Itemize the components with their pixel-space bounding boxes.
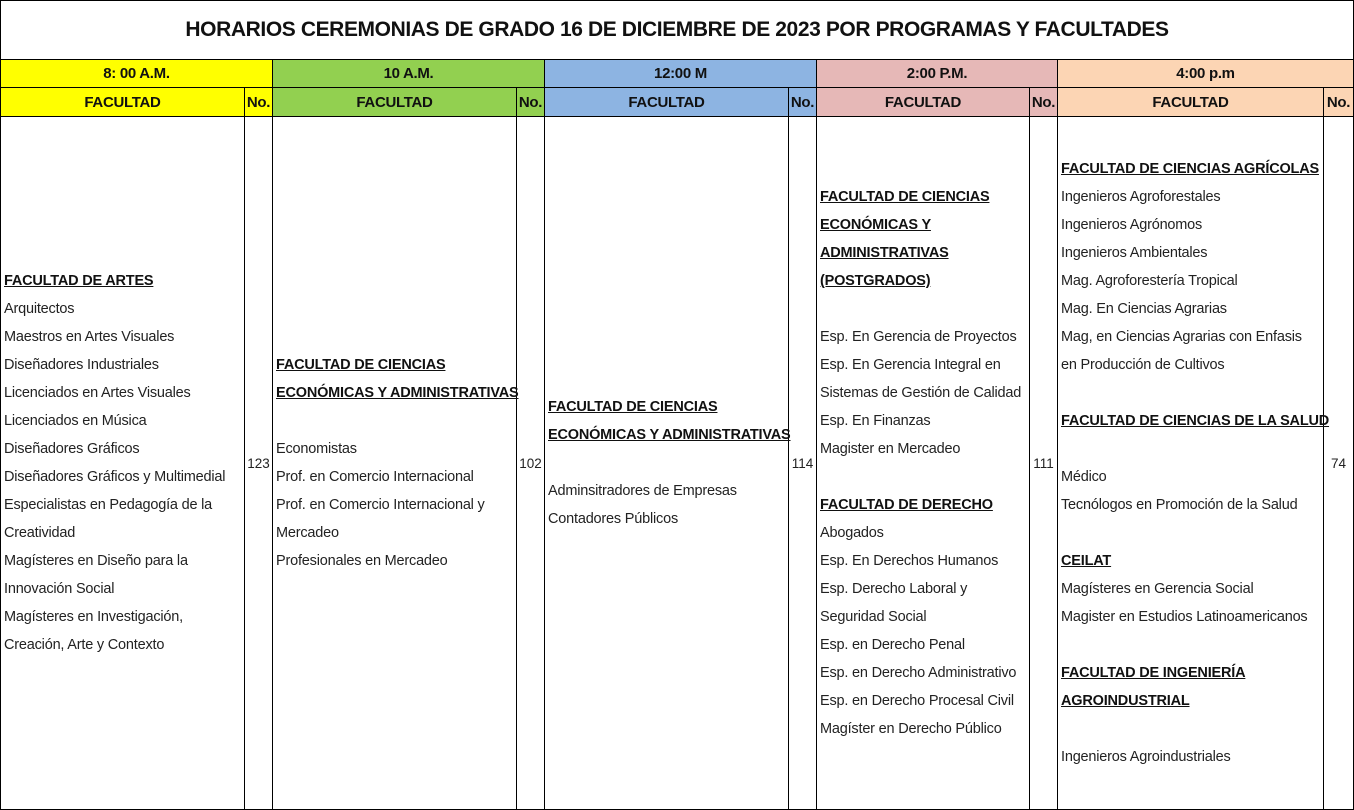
graduate-count-slot-3: 114	[789, 117, 817, 810]
spacer	[548, 449, 788, 477]
program-item: Sistemas de Gestión de Calidad	[820, 385, 1022, 401]
program-item: Ingenieros Agroforestales	[1061, 189, 1221, 205]
program-item: Médico	[1061, 469, 1107, 485]
program-item: Magísteres en Investigación,	[4, 609, 183, 625]
program-item: Innovación Social	[4, 581, 115, 597]
number-header-slot-1: No.	[245, 88, 273, 117]
schedule-grid	[0, 60, 1354, 810]
faculty-list-slot-1	[0, 117, 245, 810]
spacer	[1061, 435, 1323, 463]
time-header-slot-3: 12:00 M	[545, 60, 817, 88]
faculty-heading: AGROINDUSTRIAL	[1061, 693, 1190, 709]
faculty-heading: FACULTAD DE ARTES	[4, 273, 154, 289]
program-item: Contadores Públicos	[548, 511, 678, 527]
faculty-heading: FACULTAD DE CIENCIAS	[820, 189, 990, 205]
program-item: Creación, Arte y Contexto	[4, 637, 165, 653]
graduate-count-slot-4: 111	[1030, 117, 1058, 810]
program-item: en Producción de Cultivos	[1061, 357, 1225, 373]
sheet-title: HORARIOS CEREMONIAS DE GRADO 16 DE DICIEMBRE DE 2023 POR PROGRAMAS Y FACULTADES	[0, 0, 1354, 60]
faculty-header-slot-1: FACULTAD	[0, 88, 245, 117]
program-item: Ingenieros Agroindustriales	[1061, 749, 1231, 765]
faculty-header-slot-4: FACULTAD	[817, 88, 1030, 117]
program-item: Seguridad Social	[820, 609, 927, 625]
faculty-heading: FACULTAD DE INGENIERÍA	[1061, 665, 1246, 681]
number-header-slot-3: No.	[789, 88, 817, 117]
program-item: Esp. En Finanzas	[820, 413, 931, 429]
faculty-heading: ECONÓMICAS Y ADMINISTRATIVAS	[276, 385, 519, 401]
number-header-slot-5: No.	[1324, 88, 1354, 117]
faculty-heading: FACULTAD DE CIENCIAS AGRÍCOLAS	[1061, 161, 1319, 177]
program-item: Mag. Agroforestería Tropical	[1061, 273, 1238, 289]
spacer	[1061, 519, 1323, 547]
program-item: Licenciados en Música	[4, 413, 147, 429]
program-item: Creatividad	[4, 525, 76, 541]
program-item: Esp. en Derecho Procesal Civil	[820, 693, 1014, 709]
program-item: Esp. en Derecho Penal	[820, 637, 965, 653]
faculty-heading: ECONÓMICAS Y	[820, 217, 931, 233]
faculty-heading: CEILAT	[1061, 553, 1112, 569]
program-item: Magister en Mercadeo	[820, 441, 961, 457]
time-header-slot-4: 2:00 P.M.	[817, 60, 1058, 88]
faculty-list-slot-3	[545, 117, 789, 810]
program-item: Arquitectos	[4, 301, 75, 317]
faculty-heading: FACULTAD DE DERECHO	[820, 497, 993, 513]
program-item: Esp. En Gerencia de Proyectos	[820, 329, 1017, 345]
program-item: Diseñadores Gráficos y Multimedial	[4, 469, 226, 485]
program-item: Mercadeo	[276, 525, 339, 541]
graduate-count-slot-2: 102	[517, 117, 545, 810]
program-item: Diseñadores Industriales	[4, 357, 159, 373]
faculty-header-slot-2: FACULTAD	[273, 88, 517, 117]
spacer	[820, 295, 1029, 323]
faculty-list-slot-2	[273, 117, 517, 810]
spacer	[276, 407, 516, 435]
program-item: Tecnólogos en Promoción de la Salud	[1061, 497, 1298, 513]
spacer	[820, 463, 1029, 491]
time-header-slot-2: 10 A.M.	[273, 60, 545, 88]
faculty-heading: FACULTAD DE CIENCIAS DE LA SALUD	[1061, 413, 1330, 429]
program-item: Esp. En Gerencia Integral en	[820, 357, 1001, 373]
time-header-slot-1: 8: 00 A.M.	[0, 60, 273, 88]
faculty-heading: FACULTAD DE CIENCIAS	[276, 357, 446, 373]
faculty-header-slot-3: FACULTAD	[545, 88, 789, 117]
faculty-list-slot-5	[1058, 117, 1330, 810]
spacer	[1061, 379, 1323, 407]
program-item: Esp. Derecho Laboral y	[820, 581, 968, 597]
program-item: Economistas	[276, 441, 357, 457]
program-item: Esp. en Derecho Administrativo	[820, 665, 1017, 681]
faculty-heading: ECONÓMICAS Y ADMINISTRATIVAS	[548, 427, 791, 443]
graduate-count-slot-1: 123	[245, 117, 273, 810]
program-item: Magíster en Derecho Público	[820, 721, 1002, 737]
program-item: Diseñadores Gráficos	[4, 441, 140, 457]
graduate-count-slot-5: 74	[1324, 117, 1354, 810]
program-item: Profesionales en Mercadeo	[276, 553, 448, 569]
program-item: Mag. En Ciencias Agrarias	[1061, 301, 1227, 317]
program-item: Magister en Estudios Latinoamericanos	[1061, 609, 1308, 625]
program-item: Abogados	[820, 525, 884, 541]
program-item: Ingenieros Agrónomos	[1061, 217, 1203, 233]
program-item: Adminsitradores de Empresas	[548, 483, 737, 499]
time-header-slot-5: 4:00 p.m	[1058, 60, 1354, 88]
number-header-slot-2: No.	[517, 88, 545, 117]
faculty-header-slot-5: FACULTAD	[1058, 88, 1324, 117]
program-item: Prof. en Comercio Internacional y	[276, 497, 485, 513]
faculty-heading: FACULTAD DE CIENCIAS	[548, 399, 718, 415]
program-item: Magísteres en Diseño para la	[4, 553, 188, 569]
spacer	[1061, 631, 1323, 659]
program-item: Especialistas en Pedagogía de la	[4, 497, 213, 513]
program-item: Esp. En Derechos Humanos	[820, 553, 999, 569]
program-item: Licenciados en Artes Visuales	[4, 385, 191, 401]
program-item: Mag, en Ciencias Agrarias con Enfasis	[1061, 329, 1302, 345]
spacer	[1061, 715, 1323, 743]
program-item: Maestros en Artes Visuales	[4, 329, 175, 345]
program-item: Prof. en Comercio Internacional	[276, 469, 474, 485]
faculty-heading: ADMINISTRATIVAS	[820, 245, 949, 261]
program-item: Magísteres en Gerencia Social	[1061, 581, 1254, 597]
faculty-heading: (POSTGRADOS)	[820, 273, 931, 289]
program-item: Ingenieros Ambientales	[1061, 245, 1208, 261]
number-header-slot-4: No.	[1030, 88, 1058, 117]
faculty-list-slot-4	[817, 117, 1030, 810]
